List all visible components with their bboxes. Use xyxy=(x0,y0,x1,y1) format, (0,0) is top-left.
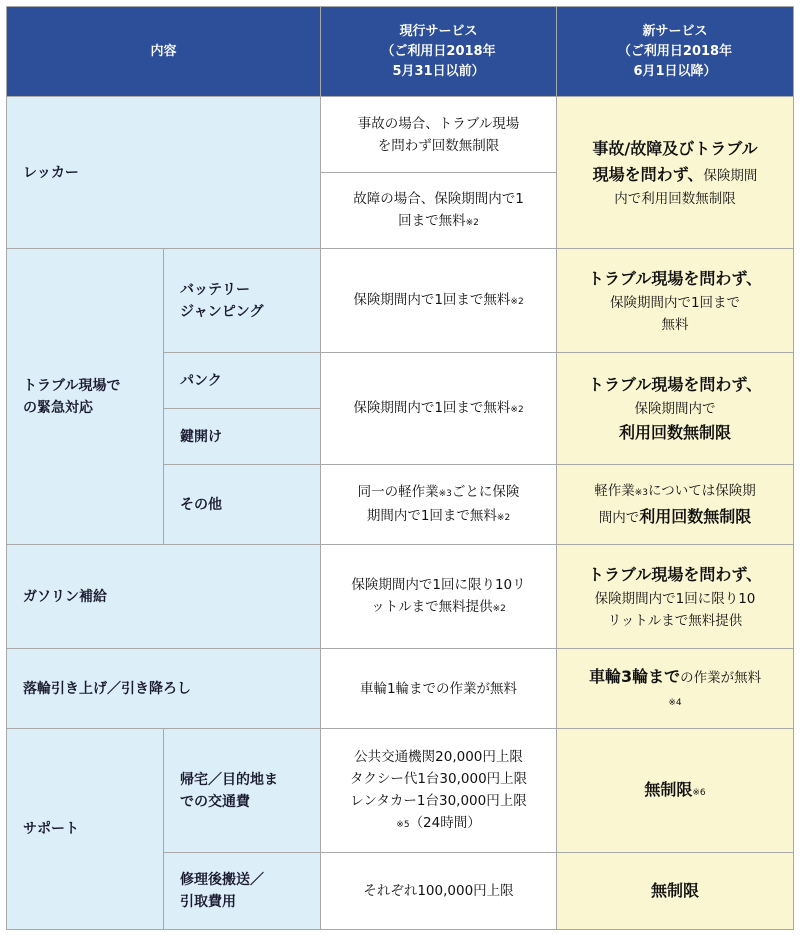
table-row xyxy=(7,649,794,729)
sub-label-key: 鍵開け xyxy=(164,409,321,465)
header-current-service: 現行サービス （ご利用日2018年 5月31日以前） xyxy=(321,7,557,97)
puncture-key-new: トラブル現場を問わず、 保険期間内で 利用回数無制限 xyxy=(557,353,794,465)
gasoline-new: トラブル現場を問わず、 保険期間内で1回に限り10 リットルまで無料提供 xyxy=(557,545,794,649)
other-new: 軽作業※3については保険期 間内で利用回数無制限 xyxy=(557,465,794,545)
header-new-service: 新サービス （ご利用日2018年 6月1日以降） xyxy=(557,7,794,97)
other-current: 同一の軽作業※3ごとに保険 期間内で1回まで無料※2 xyxy=(321,465,557,545)
sub-label-battery: バッテリー ジャンピング xyxy=(164,249,321,353)
row-label-support: サポート xyxy=(7,729,164,930)
delivery-new: 無制限 xyxy=(557,853,794,930)
table-row xyxy=(7,97,794,173)
table-row xyxy=(7,729,794,853)
delivery-current: それぞれ100,000円上限 xyxy=(321,853,557,930)
row-label-wheel: 落輪引き上げ／引き降ろし xyxy=(7,649,321,729)
wrecker-current-accident: 事故の場合、トラブル現場 を問わず回数無制限 xyxy=(321,97,557,173)
sub-label-other: その他 xyxy=(164,465,321,545)
row-label-gasoline: ガソリン補給 xyxy=(7,545,321,649)
header-content: 内容 xyxy=(7,7,321,97)
wrecker-new: 事故/故障及びトラブル 現場を問わず、保険期間 内で利用回数無制限 xyxy=(557,97,794,249)
sub-label-delivery: 修理後搬送／ 引取費用 xyxy=(164,853,321,930)
battery-new: トラブル現場を問わず、 保険期間内で1回まで 無料 xyxy=(557,249,794,353)
table-row xyxy=(7,249,794,353)
gasoline-current: 保険期間内で1回に限り10リ ットルまで無料提供※2 xyxy=(321,545,557,649)
service-comparison-table xyxy=(6,6,794,930)
header-row xyxy=(7,7,794,97)
table-row xyxy=(7,545,794,649)
sub-label-puncture: パンク xyxy=(164,353,321,409)
transport-new: 無制限※6 xyxy=(557,729,794,853)
sub-label-transport: 帰宅／目的地ま での交通費 xyxy=(164,729,321,853)
transport-current: 公共交通機関20,000円上限 タクシー代1台30,000円上限 レンタカー1台30,000円上限 ※5（24時間） xyxy=(321,729,557,853)
puncture-key-current: 保険期間内で1回まで無料※2 xyxy=(321,353,557,465)
row-label-emergency: トラブル現場で の緊急対応 xyxy=(7,249,164,545)
row-label-wrecker: レッカー xyxy=(7,97,321,249)
wheel-current: 車輪1輪までの作業が無料 xyxy=(321,649,557,729)
battery-current: 保険期間内で1回まで無料※2 xyxy=(321,249,557,353)
wrecker-current-breakdown: 故障の場合、保険期間内で1 回まで無料※2 xyxy=(321,173,557,249)
wheel-new: 車輪3輪までの作業が無料 ※4 xyxy=(557,649,794,729)
